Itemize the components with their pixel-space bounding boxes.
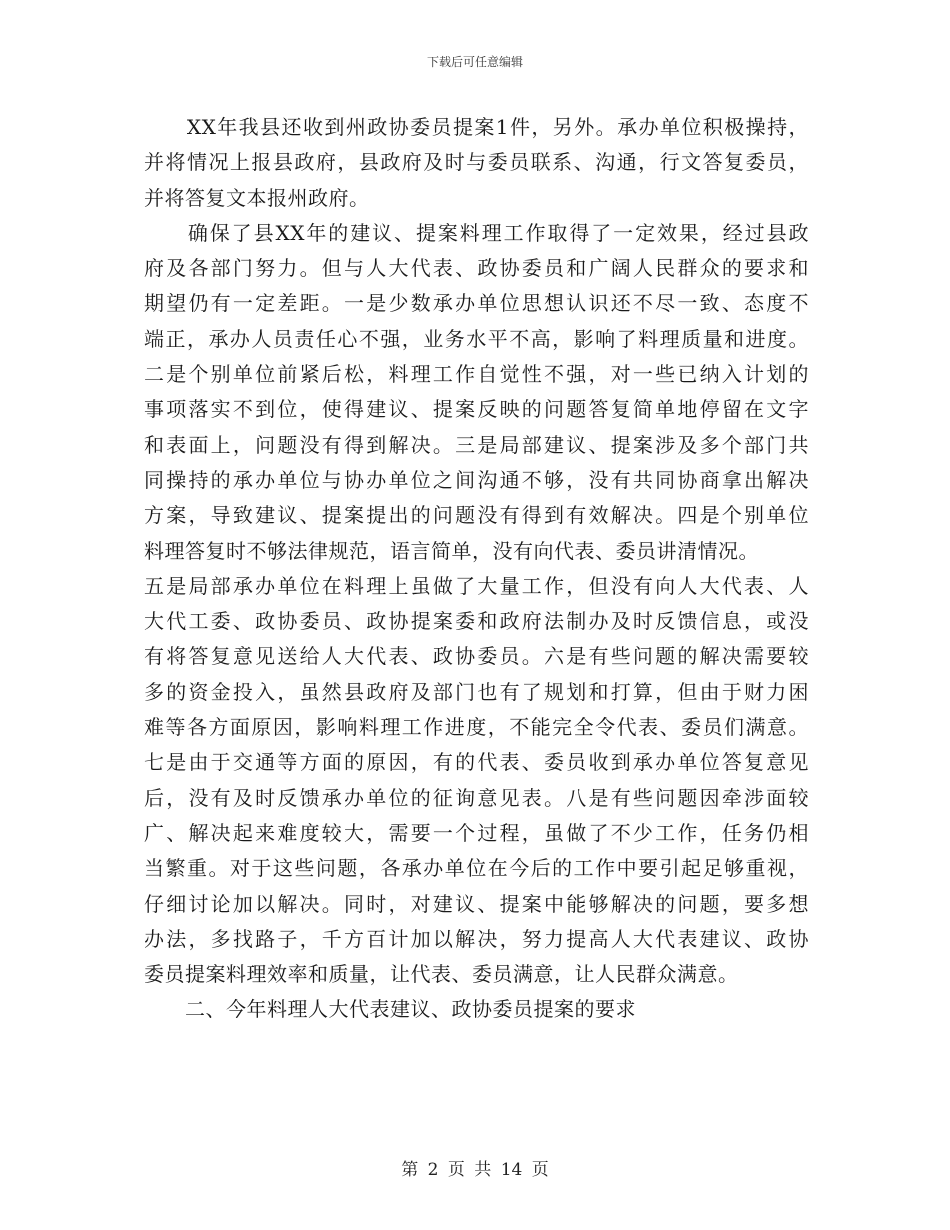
text-line: 仔细讨论加以解决。同时，对建议、提案中能够解决的问题，要多想 <box>144 891 809 916</box>
page-header: 下载后可任意编辑 <box>426 55 523 69</box>
text-line: 二是个别单位前紧后松，料理工作自觉性不强，对一些已纳入计划的 <box>144 362 809 387</box>
text-line: 料理答复时不够法律规范，语言简单，没有向代表、委员讲清情况。 <box>144 538 759 563</box>
text-line: XX年我县还收到州政协委员提案1件，另外。承办单位积极操持， <box>144 115 809 139</box>
text-line: 难等各方面原因，影响料理工作进度，不能完全令代表、委员们满意。 <box>144 715 809 740</box>
text-line: 府及各部门努力。但与人大代表、政协委员和广阔人民群众的要求和 <box>144 256 809 281</box>
text-line: 当繁重。对于这些问题，各承办单位在今后的工作中要引起足够重视， <box>144 856 809 881</box>
text-line: 多的资金投入，虽然县政府及部门也有了规划和打算，但由于财力困 <box>144 679 809 704</box>
text-line: 确保了县XX年的建议、提案料理工作取得了一定效果，经过县政 <box>144 220 809 245</box>
text-line: 五是局部承办单位在料理上虽做了大量工作，但没有向人大代表、人 <box>144 573 809 598</box>
text-line: 有将答复意见送给人大代表、政协委员。六是有些问题的解决需要较 <box>144 644 809 669</box>
text-line: 事项落实不到位，使得建议、提案反映的问题答复简单地停留在文字 <box>144 397 809 422</box>
text-line: 七是由于交通等方面的原因，有的代表、委员收到承办单位答复意见 <box>144 750 809 775</box>
text-line: 并将情况上报县政府，县政府及时与委员联系、沟通，行文答复委员， <box>144 150 809 175</box>
text-line: 办法，多找路子，千方百计加以解决，努力提高人大代表建议、政协 <box>144 926 809 951</box>
text-line: 广、解决起来难度较大，需要一个过程，虽做了不少工作，任务仍相 <box>144 820 809 845</box>
text-line: 大代工委、政协委员、政协提案委和政府法制办及时反馈信息，或没 <box>144 609 809 634</box>
section-heading: 二、今年料理人大代表建议、政协委员提案的要求 <box>144 997 636 1022</box>
text-line: 后，没有及时反馈承办单位的征询意见表。八是有些问题因牵涉面较 <box>144 785 809 810</box>
text-line: 期望仍有一定差距。一是少数承办单位思想认识还不尽一致、态度不 <box>144 291 809 316</box>
text-line: 方案，导致建议、提案提出的问题没有得到有效解决。四是个别单位 <box>144 503 809 528</box>
text-line: 和表面上，问题没有得到解决。三是局部建议、提案涉及多个部门共 <box>144 432 809 457</box>
text-line: 委员提案料理效率和质量，让代表、委员满意，让人民群众满意。 <box>144 962 739 987</box>
document-body <box>144 110 809 1028</box>
text-line: 并将答复文本报州政府。 <box>144 185 370 210</box>
text-line: 同操持的承办单位与协办单位之间沟通不够，没有共同协商拿出解决 <box>144 467 809 492</box>
page-number: 第 2 页 共 14 页 <box>401 1160 549 1180</box>
text-line: 端正，承办人员责任心不强，业务水平不高，影响了料理质量和进度。 <box>144 326 809 351</box>
